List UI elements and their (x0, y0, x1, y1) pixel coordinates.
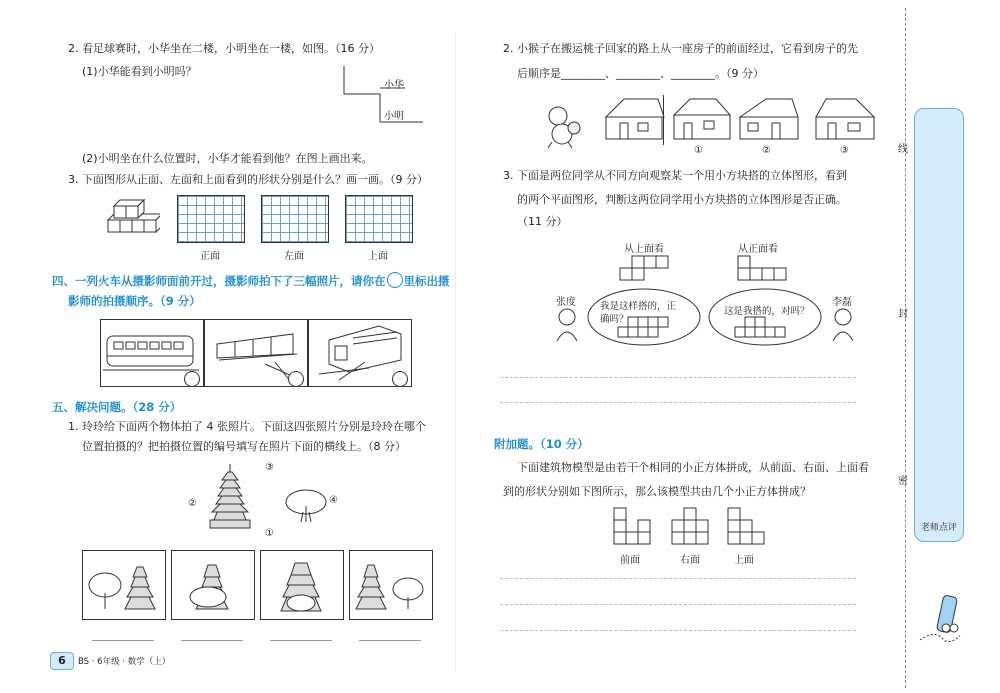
position-4-label: ④ (329, 495, 338, 506)
road-divider (663, 95, 664, 145)
grid-label-top: 上面 (368, 251, 388, 262)
student-lilei-icon (830, 307, 856, 341)
label-xiaoming: 小明 (384, 111, 404, 122)
question-3-text: 3. 下面图形从正面、左面和上面看到的形状分别是什么？画一画。（9 分） (68, 173, 428, 186)
house-view-1 (670, 95, 734, 143)
photo-c (260, 550, 344, 620)
bonus-answer-dash-3[interactable] (500, 630, 856, 631)
page-number: 6 (50, 652, 74, 670)
view-front-label: 从正面看 (738, 244, 778, 255)
student-lilei-name: 李磊 (832, 297, 852, 308)
pagoda-icon-c (261, 551, 341, 617)
section-5-q1-line2: 位置拍摄的？把拍摄位置的编号填写在照片下面的横线上。（8 分） (82, 440, 406, 453)
bonus-line2: 到的形状分别如下图所示，那么该模型共由几个小正方体拼成？ (503, 485, 811, 498)
bonus-right-view (670, 506, 710, 546)
section-4-text-b: 里标出摄 (403, 274, 450, 288)
binding-line (905, 8, 906, 688)
view-top-label: 从上面看 (624, 244, 664, 255)
bubble-right-text: 这是我搭的，对吗？ (724, 306, 810, 317)
house-view-2 (736, 95, 802, 143)
right-q2-line2: 后顺序是________、________、________。（9 分） (517, 67, 764, 80)
order-circle-2[interactable] (288, 371, 304, 387)
tree-pagoda-icon-a (83, 551, 163, 617)
section-5-q1-line1: 1. 玲玲给下面两个物体拍了 4 张照片。下面这四张照片分别是玲玲在哪个 (68, 420, 426, 433)
monkey-icon (538, 104, 588, 150)
drawing-grid-top[interactable] (345, 195, 413, 243)
bonus-front-view (612, 506, 652, 546)
bonus-label-right: 右面 (680, 555, 700, 566)
order-circle-1[interactable] (184, 371, 200, 387)
pagoda-tree-icon-b (172, 551, 252, 617)
tree-icon (283, 488, 329, 524)
book-info: BS · 6年级 · 数学（上） (78, 657, 171, 667)
stadium-diagram (335, 62, 425, 124)
answer-circle-icon (387, 272, 403, 288)
right-q3-line2: 的两个平面图形，判断这两位同学用小方块搭的立体图形是否正确。 (517, 193, 847, 206)
photo-b (171, 550, 255, 620)
question-2-sub2: (2)小明坐在什么位置时，小华才能看到他？在图上画出来。 (82, 152, 373, 165)
bubble-left-text-2: 确吗？ (600, 314, 629, 325)
house-view-0 (600, 95, 666, 143)
cube-stack-figure (106, 198, 160, 238)
question-2-sub1: (1)小华能看到小明吗？ (82, 65, 197, 78)
answer-line-c[interactable] (270, 640, 332, 641)
bonus-label-top: 上面 (734, 555, 754, 566)
binding-char-feng: 封 (898, 309, 908, 320)
speech-bubble-right (705, 285, 825, 353)
position-3-label: ③ (265, 462, 274, 473)
teacher-comment-label: 老师点评 (920, 523, 957, 533)
right-q3-line3: （11 分） (517, 215, 568, 228)
teacher-comment-panel[interactable] (914, 108, 964, 542)
house-label-3: ③ (840, 145, 849, 156)
bonus-heading: 附加题。（10 分） (494, 437, 589, 451)
grid-label-left: 左面 (284, 251, 304, 262)
answer-line-a[interactable] (92, 640, 154, 641)
answer-line-b[interactable] (181, 640, 243, 641)
question-2-text: 2. 看足球赛时，小华坐在二楼，小明坐在一楼，如图。（16 分） (68, 42, 380, 55)
pagoda-icon (200, 462, 260, 530)
pagoda-tree-icon-d (350, 551, 430, 617)
bonus-answer-dash-1[interactable] (500, 578, 856, 579)
drawing-grid-left[interactable] (261, 195, 329, 243)
section-4-heading (52, 272, 450, 289)
drawing-grid-front[interactable] (177, 195, 245, 243)
bonus-line1: 下面建筑物模型是由若干个相同的小正方体拼成，从前面、右面、上面看 (517, 461, 869, 474)
section-5-heading: 五、解决问题。（28 分） (52, 400, 182, 414)
page-divider (455, 32, 456, 672)
answer-line-d[interactable] (359, 640, 421, 641)
bubble-left-text-1: 我是这样搭的，正 (600, 301, 677, 312)
right-q2-line1: 2. 小猴子在搬运桃子回家的路上从一座房子的前面经过，它看到房子的先 (503, 42, 858, 55)
grid-label-front: 正面 (200, 251, 220, 262)
answer-dash-2[interactable] (500, 402, 856, 403)
section-4-text-a: 四、一列火车从摄影师面前开过，摄影师拍下了三幅照片，请你在 (52, 274, 386, 288)
position-1-label: ① (265, 528, 274, 539)
bonus-label-front: 前面 (620, 555, 640, 566)
answer-dash-1[interactable] (500, 377, 856, 378)
top-view-shape (618, 254, 678, 282)
student-zhangdu-icon (554, 307, 580, 341)
photo-a (82, 550, 166, 620)
binding-char-xian: 线 (898, 144, 908, 155)
front-view-shape (736, 254, 796, 282)
pencil-mascot-icon (914, 590, 974, 650)
order-circle-3[interactable] (392, 371, 408, 387)
right-q3-line1: 3. 下面是两位同学从不同方向观察某一个用小方块搭的立体图形，看到 (503, 169, 847, 182)
photo-d (349, 550, 433, 620)
student-zhangdu-name: 张度 (556, 297, 576, 308)
bonus-top-view (726, 506, 766, 546)
house-view-3 (812, 95, 878, 143)
bonus-answer-dash-2[interactable] (500, 604, 856, 605)
section-4-line2: 影师的拍摄顺序。（9 分） (68, 294, 201, 308)
position-2-label: ② (188, 498, 197, 509)
binding-char-mi: 密 (898, 476, 908, 487)
label-xiaohua: 小华 (384, 80, 404, 91)
house-label-1: ① (694, 145, 703, 156)
house-label-2: ② (762, 145, 771, 156)
